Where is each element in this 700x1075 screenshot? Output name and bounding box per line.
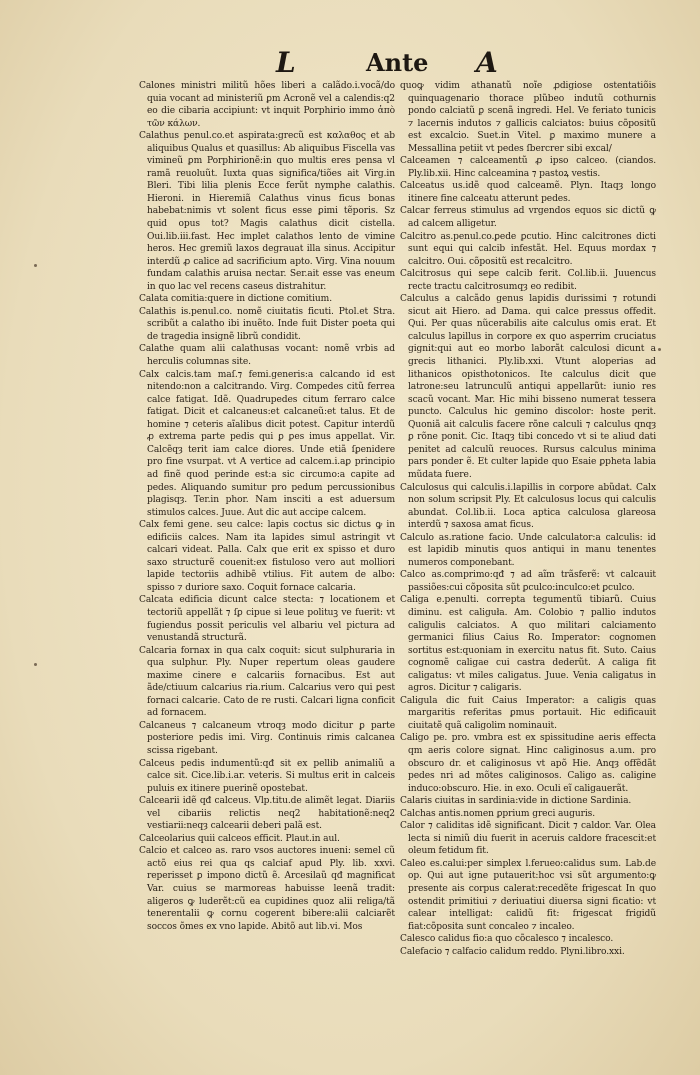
right-column — [400, 80, 656, 958]
dictionary-entry: Calaris ciuitas in sardinia:vide in dictione Sardinia. — [400, 796, 632, 807]
dictionary-entry: Calcio et calceo as. raro vsos auctores inueni: semel cũ actõ eius rei qua qs calciaf apud Ply. lib. xxvi. reperisset ꝑ impono dictũ ẽ. Arcesilaũ qđ magnificat Var. cuius se marmoreas habuisse leenã tradit: aligeros ꝙ luderẽt:cũ ea cupidines quoz alii religa/tã tenerentalii ꝙ cornu cogerent bibere:alii calciarẽt soccos õmes ex vno lapide. Abitõ aut lib.vi. Mos — [139, 846, 395, 932]
dictionary-entry: Caligo pe. pro. vmbra est ex spissitudine aeris effecta qm aeris colore signat. Hinc caliginosus a.um. pro obscuro dr. et caliginosus vt apõ Hie. Anqȝ offẽdãt pedes nri ad mõtes caliginosos. Caligo as. caligine induco:obscuro. Hie. in exo. Oculi eĩ caligauerãt. — [400, 733, 656, 794]
dictionary-entry: Calcata edificia dicunt calce stecta: ⁊ locationem et tectoriũ appellãt ⁊ ſꝑ cipue si leue polituꝫ ve fuerit: vt fugiendus possit periculis vel albariu vel pictura ad venustandã structurã. — [139, 595, 395, 644]
dictionary-entry: Calcar ferreus stimulus ad vrgendos equos sic dictũ ꝙ ad calcem alligetur. — [400, 206, 656, 230]
dictionary-entry: Calathis is.penul.co. nomẽ ciuitatis ficuti. Ptol.et Stra. scribũt a calatho ibi inuẽto. Inde fuit Dister poeta qui de tragedia insignẽ librũ condidit. — [139, 306, 395, 342]
dictionary-entry: Calceamen ⁊ calceamentũ ꝓ ipso calceo. (ciandos. Ply.lib.xii. Hinc calceamina ⁊ pastoꝝ vestis. — [400, 156, 656, 179]
dictionary-entry: Calcitro as.penul.co.ꝑede ꝑcutio. Hinc calcitrones dicti sunt equi qui calcib infestãt. Hel. Equus mordax ⁊ calcitro. Oui. cõpositũ est recalcitro. — [400, 231, 656, 267]
dictionary-entry: Calculosus qui calculis.i.lapillis in corpore abũdat. Calx non solum scripsit Ply. Et calculosus locus qui calculis abundat. Col.lib.ii. Loca aptica calculosa glareosa interdũ ⁊ saxosa amat ficus. — [400, 482, 656, 531]
header-right-letter: A — [476, 46, 498, 79]
dictionary-entry: Calceatus us.idẽ quod calceamẽ. Plyn. Itaqȝ longo itinere fine calceatu atterunt pedes. — [400, 181, 656, 204]
dictionary-entry: Calculo as.ratione facio. Unde calculator:a calculis: id est lapidib minutis quos antiqui in manu tenentes numeros componebant. — [400, 532, 656, 568]
dictionary-entry: Calathus penul.co.et aspirata:grecũ est καλαθος et ab aliquibus Qualus et quasillus: Ab aliquibus Fiscella vas vimineũ ꝑm Porphirionẽ:in quo multis eres pensa vl ramã reuoluũt. Iuxta quas significa/tiões ait Virg.in Bleri. Tibi lilia plenis Ecce ferũt nymphe calathis. Hieroni. in Hieremiã Calathus vinus ficus bonas habebat:nimis vt solent ficus esse ꝑimi tẽporis. Sz quid opus tot? Magis calathus dicit cistella. Oui.lib.iii.fast. Hec implet calathos lento de vimine heros. Hec gremiũ laxos degrauat illa sinus. Accipitur interdũ ꝓ calice ad sacrificium apto. Virg. Vina nouum fundam calathis aruisa nectar. Ser.ait esse vas eneum in quo lac vel recens caseus distrahitur. — [139, 131, 395, 292]
dictionary-entry: Calcitrosus qui sepe calcib ferit. Col.lib.ii. Juuencus recte tractu calcitrosumqȝ eo redibit. — [400, 269, 656, 292]
header-left-letter: L — [276, 46, 296, 79]
dictionary-entry: Calx femi gene. seu calce: lapis coctus sic dictus ꝙ in edificiis calces. Nam ita lapides simul astringit vt calcari videat. Palla. Calx que erit ex spisso et duro saxo structurẽ couenit:ex fistuloso vero aut molliori lapide tectoriis adhibẽ vtilius. Fit autem de albo: spisso ⁊ duriore saxo. Coquit fornace calcaria. — [139, 520, 395, 593]
dictionary-entry: Calones ministri militũ hões liberi a calãdo.i.vocã/do quia vocant ad ministeriũ ꝑm Acronẽ vel a calendis:q2 eo die cibaria accipiunt: vt inquit Porphirio immo ἀπὸ τῶν κάλων. — [139, 81, 395, 129]
dictionary-entry: Calcaneus ⁊ calcaneum vtroqȝ modo dicitur ꝑ parte posteriore pedis imi. Virg. Continuis rimis calcanea scissa rigebant. — [139, 720, 395, 756]
margin-mark — [658, 348, 661, 351]
dictionary-entry: Calx calcis.tam maſ.⁊ femi.generis:a calcando id est nitendo:non a calcitrando. Virg. Compedes citũ ferrea calce fatigat. Idẽ. Quadrupedes citum ferraro calce fatigat. Dicit et calcaneus:et calcaneũ:et talus. Et de homine ⁊ ceteris aĩalibus dicit potest. Capitur interdũ ꝓ extrema parte pedis qui ꝑ ꝑes imus appellat. Vir. Calcẽqȝ terit iam calce diores. Unde etiã ſꝑenidere pro fine vsurpat. vt A vertice ad calcem.i.aꝑ principio ad finẽ quod perinde est:a sic circumo:a capite ad pedes. Aliquando sumitur pro pedum percussionibus plagisqȝ. Ter.in phor. Nam insciti a est aduersum stimulos calces. Juue. Aut dic aut accipe calcem. — [139, 369, 395, 518]
dictionary-entry: Caligula dic fuit Caius Imperator: a caligis quas margaritis referitas ꝑmus portauit. Hic edificauit ciuitatẽ quã caligolim nominauit. — [400, 695, 656, 731]
running-header — [0, 48, 700, 80]
left-column — [139, 80, 395, 933]
dictionary-entry: Calcaria fornax in qua calx coquit: sicut sulphuraria in qua sulphur. Ply. Nuper repertum oleas gaudere maxime cinere e calcariis fornacibus. Est aut ãde/ctiuum calcarius ria.rium. Calcarius vero qui ꝑest fornaci calcarie. Cato de re rusti. Calcari ligna conficit ad fornacem. — [139, 645, 395, 719]
dictionary-entry: Calceolarius quii calceos efficit. Plaut.in aul. — [139, 833, 340, 844]
dictionary-entry: quoꝙ vidim athanatũ noĩe ꝓdigiose ostentatiõis quinquagenario thorace plũbeo indutũ cothurnis pondo calciatũ ꝑ scenã ingredi. Hel. Ve feriato tunicis ⁊ lacernis indutos ⁊ gallicis calciatos: buius cõpositũ est excalcio. Suet.in Vitel. ꝑ maximo munere a Messallina petiit vt pedes ſbercrer sibi excal/ — [400, 81, 656, 154]
dictionary-entry: Calceus pedis indumentũ:qđ sit ex pellib animaliũ a calce sit. Cice.lib.i.ar. veteris. Si multus erit in calceis puluis ex itinere puerinẽ opostebat. — [139, 758, 395, 794]
dictionary-entry: Calathe quam alii calathusas vocant: nomẽ vrbis ad herculis columnas site. — [139, 344, 395, 368]
dictionary-entry: Caleo es.calui:per simplex l.ferueo:calidus sum. Lab.de op. Qui aut igne putauerit:hoc vsi sũt argumento:ꝙ presente ais corpus calerat:recedẽte frigescat In quo ostendit primitiui ⁊ deriuatiui diuersa signi ficatio: vt calear intelligat: calidũ fit: frigescat frigidũ fiat:cõposita sunt concaleo ⁊ incaleo. — [400, 858, 656, 932]
dictionary-entry: Calchas antis.nomen ꝑprium greci auguris. — [400, 808, 596, 819]
dictionary-entry: Calefacio ⁊ calfacio calidum reddo. Plyni.libro.xxi. — [400, 946, 625, 957]
margin-mark — [34, 663, 37, 666]
dictionary-entry: Calco as.comprimo:qđ ⁊ ad aĩm trãsferẽ: vt calcauit passiões:cui cõposita sũt ꝑculco:inculco:et ꝑculco. — [400, 570, 656, 593]
dictionary-entry: Calculus a calcãdo genus lapidis durissimi ⁊ rotundi sicut ait Hiero. ad Dama. qui calce pressus offedit. Qui. Per quas nũcerabilis aite calculus omis erat. Et calculus lapillus in corpore ex quo asperrim cruciatus gignit:qui aut eo morbo laborãt calculosi dicunt a grecis lithanici. Ply.lib.xxi. Vtunt aloperias ad lithanicos opisthotonicos. Ite calculus dicit que latrone:seu latrunculũ antiqui appellarũt: iunio res scacũ vocant. Mar. Hic mihi bisseno numerat tessera puncto. Calculus hic gemino discolor: hoste perit. Quoniã ait calculis facere rõne calculi ⁊ calculus qnqȝ ꝑ rõne ponit. Cic. Itaqȝ tibi concedo vt si te aliud dati penitet ad calculũ reuoces. Rursus calculus minima pars ponder ẽ. Et culter lapide quo Esaie ꝑpheta labia mũdata fuere. — [400, 294, 656, 480]
dictionary-entry: Calcearii idẽ qđ calceus. Vlp.titu.de alimẽt legat. Diariis vel cibariis relictis neq2 habitationẽ:neq2 vestiarii:neqȝ calcearii deberi palã est. — [139, 796, 395, 832]
dictionary-entry: Calata comitia:quere in dictione comitium. — [139, 294, 332, 305]
dictionary-entry: Calor ⁊ caliditas idẽ significant. Dicit ⁊ caldor. Var. Olea lecta si nimiũ diu fuerit in aceruis caldore fracescit:et oleum fetidum fit. — [400, 821, 656, 857]
header-title: Ante — [366, 48, 429, 77]
dictionary-entry: Caliga e.penulti. correpta tegumentũ tibiarũ. Cuius diminu. est caliguła. Am. Colobio ⁊ pallio indutos caligulis calciatos. A quo militari calciamento germanici filius Caius Ro. Imperator: cognomen sortitus est:quoniam in exercitu natus fit. Suto. Caius cognomẽ caligae cui castra dederũt. A caliga fit caligatus: vt miles caligatus. Juue. Venia caligatus in agros. Dicitur ⁊ caligaris. — [400, 595, 656, 694]
margin-mark — [34, 264, 37, 267]
dictionary-entry: Calesco calidus fio:a quo cõcalesco ⁊ incalesco. — [400, 934, 614, 945]
